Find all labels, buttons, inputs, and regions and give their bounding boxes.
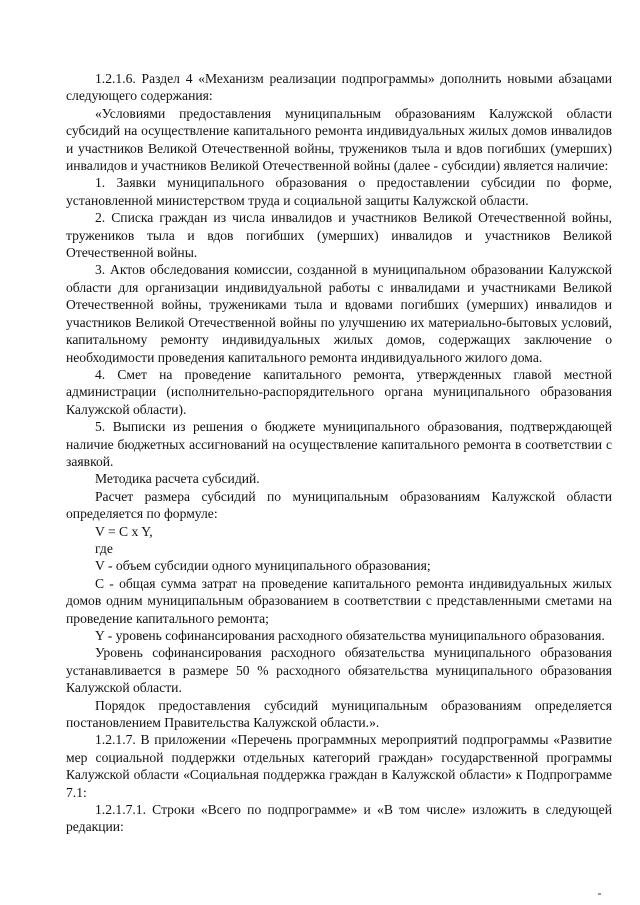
paragraph-calculation: Расчет размера субсидий по муниципальным образованиям Калужской области определяется по формуле: [66, 488, 612, 522]
definition-c: C - общая сумма затрат на проведение капитального ремонта индивидуальных жилых домов одним муниципальным образованием в соответствии с представленными сметами на проведение капитального ремонта; [66, 575, 612, 626]
paragraph-item-5: 5. Выписки из решения о бюджете муниципального образования, подтверждающей наличие бюджетных ассигнований на осуществление капитального ремонта в соответствии с заявкой. [66, 419, 612, 469]
definition-v: V - объем субсидии одного муниципального образования; [95, 558, 431, 574]
paragraph-item-2: 2. Списка граждан из числа инвалидов и участников Великой Отечественной войны, тружеников тыла и вдов погибших (умерших) инвалидов и участников Великой Отечественной войны. [66, 210, 612, 261]
scan-mark [598, 893, 601, 895]
paragraph-methodology-heading: Методика расчета субсидий. [95, 471, 260, 487]
paragraph-where: где [95, 540, 113, 556]
paragraph-item-4: 4. Смет на проведение капитального ремонта, утвержденных главой местной администрации (исполнительно-распорядительного органа муниципального образования Калужской области). [66, 366, 612, 417]
paragraph-conditions: «Условиями предоставления муниципальным образованиям Калужской области субсидий на осуществление капитального ремонта индивидуальных жилых домов инвалидов и участников Великой Отечественной войны, тружеников тыла и вдов погибших (умерших) инвалидов и участников Великой Отечественной войны (далее - субсидии) является наличие: [66, 105, 612, 174]
paragraph-item-3: 3. Актов обследования комиссии, созданной в муниципальном образовании Калужской области для организации индивидуальной работы с инвалидами и участниками Великой Отечественной войны, тружениками тыла и вдовами погибших (умерших) инвалидов и участников Великой Отечественной войны по улучшению их материально-бытовых условий, капитальному ремонту индивидуальных жилых домов, содержащих заключение о необходимости проведения капитального ремонта индивидуального жилого дома. [66, 262, 612, 365]
paragraph-cofinancing-level: Уровень софинансирования расходного обязательства муниципального образования устанавливается в размере 50 % расходного обязательства муниципального образования Калужской области. [66, 645, 612, 696]
paragraph-procedure: Порядок предоставления субсидий муниципальным образованиям определяется постановлением Правительства Калужской области.». [66, 697, 612, 731]
paragraph-1-2-1-7: 1.2.1.7. В приложении «Перечень программных мероприятий подпрограммы «Развитие мер социальной поддержки отдельных категорий граждан» государственной программы Калужской области «Социальная поддержка граждан в Калужской области» к Подпрограмме 7.1: [66, 732, 612, 800]
paragraph-item-1: 1. Заявки муниципального образования о предоставлении субсидии по форме, установленной министерством труда и социальной защиты Калужской области. [66, 175, 612, 208]
document-page [66, 70, 612, 836]
paragraph-1-2-1-6: 1.2.1.6. Раздел 4 «Механизм реализации подпрограммы» дополнить новыми абзацами следующего содержания: [66, 71, 612, 104]
definition-y: Y - уровень софинансирования расходного обязательства муниципального образования. [95, 628, 605, 643]
formula: V = C x Y, [95, 523, 153, 539]
paragraph-1-2-1-7-1: 1.2.1.7.1. Строки «Всего по подпрограмме» и «В том числе» изложить в следующей редакции: [66, 802, 612, 835]
